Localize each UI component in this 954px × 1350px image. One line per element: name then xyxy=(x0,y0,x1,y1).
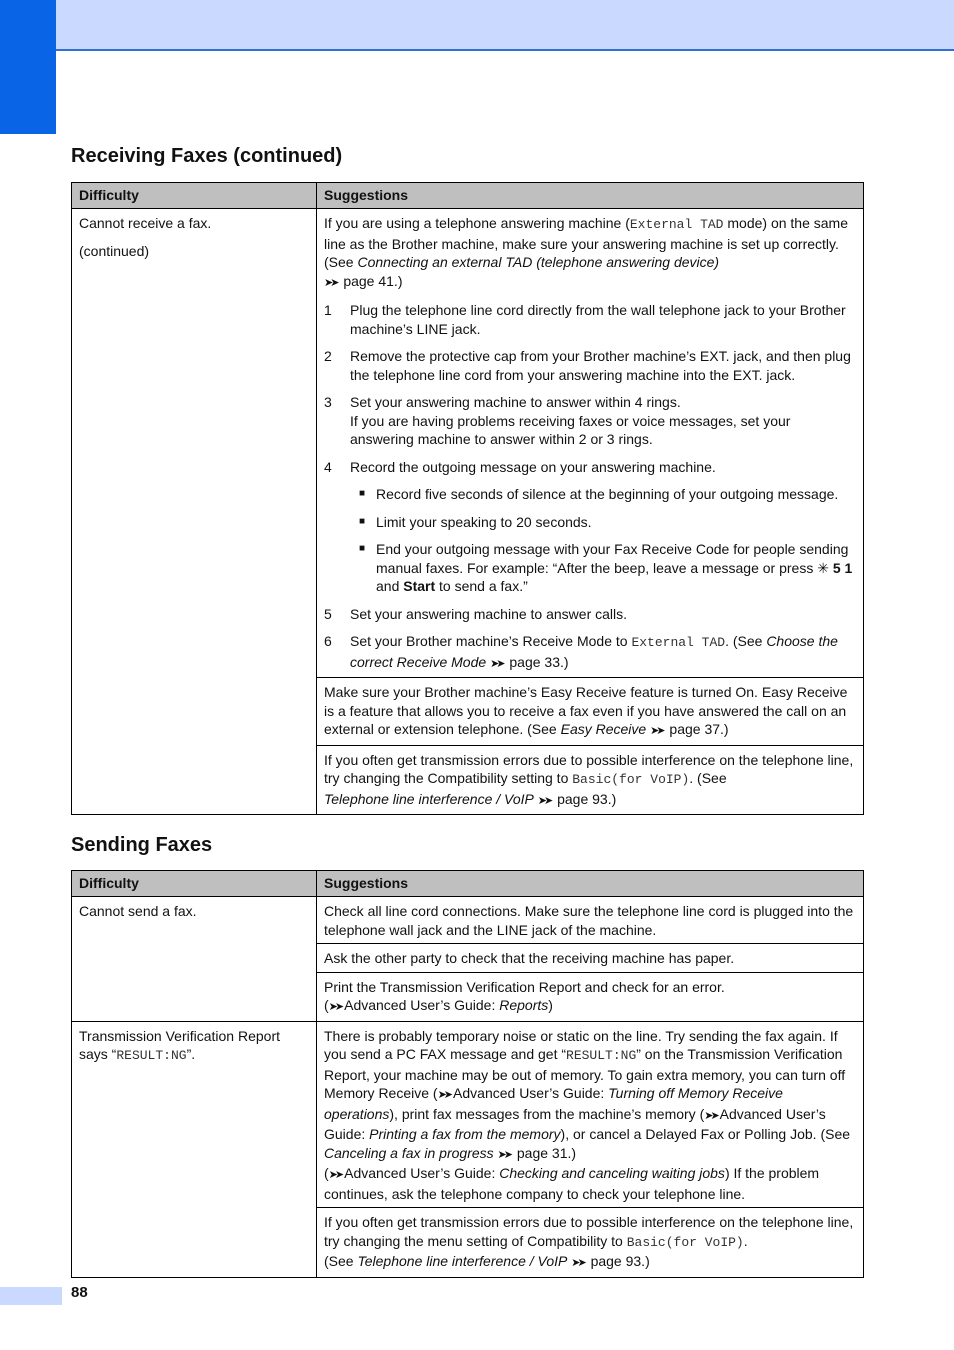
table-row xyxy=(72,1021,864,1208)
difficulty-cell: Transmission Verification Report says “RESULT:NG”. xyxy=(72,1021,317,1277)
sending-table xyxy=(71,870,864,1278)
table-row xyxy=(72,897,864,944)
square-bullet-icon: ■ xyxy=(359,515,366,527)
column-header-difficulty: Difficulty xyxy=(72,871,317,897)
suggestion-cell xyxy=(317,209,864,678)
footer-tab xyxy=(0,1287,62,1305)
difficulty-text: Cannot receive a fax. xyxy=(79,215,212,231)
double-arrow-icon: ➤➤ xyxy=(537,794,551,807)
step-item: 5 Set your answering machine to answer calls. xyxy=(324,605,628,622)
suggestion-cell: Check all line cord connections. Make sure the telephone line cord is plugged into the telephone wall jack and the LINE jack of the machine. xyxy=(317,897,864,944)
difficulty-note: (continued) xyxy=(79,242,150,259)
bullet-item: ■ Limit your speaking to 20 seconds. xyxy=(359,513,592,530)
double-arrow-icon: ➤➤ xyxy=(650,725,663,737)
header-band xyxy=(0,0,954,51)
double-arrow-icon: ➤➤ xyxy=(490,657,503,670)
difficulty-cell: Cannot send a fax. xyxy=(72,897,317,1022)
section-heading-receiving: Receiving Faxes (continued) xyxy=(71,145,343,167)
chapter-tab xyxy=(0,0,56,134)
suggestion-cell: Print the Transmission Verification Report and check for an error. (➤➤ Advanced User’s Guide: Reports) xyxy=(317,972,864,1021)
step-item: 1 Plug the telephone line cord directly from the wall telephone jack to your Brother machine’s LINE jack. xyxy=(324,302,846,337)
step-item: 2 Remove the protective cap from your Brother machine’s EXT. jack, and then plug the telephone line cord from your answering machine into the EXT. jack. xyxy=(324,348,851,383)
step-item: 4 Record the outgoing message on your answering machine. xyxy=(324,458,716,475)
double-arrow-icon: ➤➤ xyxy=(704,1109,717,1122)
double-arrow-icon: ➤➤ xyxy=(437,1089,451,1101)
column-header-suggestions: Suggestions xyxy=(317,871,864,897)
double-arrow-icon: ➤➤ xyxy=(497,1148,510,1161)
page-number: 88 xyxy=(71,1284,88,1301)
suggestion-cell: Make sure your Brother machine’s Easy Receive feature is turned On. Easy Receive is a feature that allows you to receive a fax even if you have answered the call on an external or extension telephone. (See Easy Receive ➤➤ page 37.) xyxy=(317,678,864,746)
bullet-item: ■ Record five seconds of silence at the beginning of your outgoing message. xyxy=(359,486,839,502)
receiving-table xyxy=(71,182,864,815)
step-item: 6 Set your Brother machine’s Receive Mode to External TAD. (See Choose the correct Receive Mode ➤➤ page 33.) xyxy=(324,633,838,670)
step-item: 3 Set your answering machine to answer within 4 rings. If you are having problems receiving faxes or voice messages, set your answering machine to answer within 2 or 3 rings. xyxy=(324,394,791,447)
double-arrow-icon: ➤➤ xyxy=(324,276,337,289)
suggestion-cell: If you often get transmission errors due to possible interference on the telephone line, try changing the menu setting of Compatibility to Basic(for VoIP). (See Telephone line interference / VoIP ➤➤ page 93.) xyxy=(317,1208,864,1278)
suggestion-text: If you are using a telephone answering machine (External TAD mode) on the same line as the Brother machine, make sure your answering machine is set up correctly. (See Connecting an external TAD (telephone answering device) ➤➤ page 41.) xyxy=(324,215,848,289)
square-bullet-icon: ■ xyxy=(359,488,366,499)
double-arrow-icon: ➤➤ xyxy=(328,1169,342,1181)
column-header-difficulty: Difficulty xyxy=(72,183,317,209)
difficulty-cell xyxy=(72,209,317,815)
suggestion-cell: Ask the other party to check that the receiving machine has paper. xyxy=(317,944,864,973)
square-bullet-icon: ■ xyxy=(359,543,366,554)
section-heading-sending: Sending Faxes xyxy=(71,834,213,856)
double-arrow-icon: ➤➤ xyxy=(328,1001,342,1013)
table-row xyxy=(72,209,864,678)
suggestion-cell: If you often get transmission errors due to possible interference on the telephone line, try changing the Compatibility setting to Basic(for VoIP). (See Telephone line interference / VoIP ➤➤ page 93.) xyxy=(317,745,864,815)
bullet-item: ■ End your outgoing message with your Fax Receive Code for people sending manual faxes. For example: “After the beep, leave a message or press ✳ 5 1 and Start to send a fax.” xyxy=(359,541,853,594)
suggestion-cell: There is probably temporary noise or static on the line. Try sending the fax again. If you send a PC FAX message and get “RESULT:NG” on the Transmission Verification Report, your machine may be out of memory. To gain extra memory, you can turn off Memory Receive (➤➤ Advanced User’s Guide: Turning off Memory Receive operations), print fax messages from the machine’s memory (➤➤ Advanced User’s Guide: Printing a fax from the memory), or cancel a Delayed Fax or Polling Job. (See Canceling a fax in progress ➤➤ page 31.) (➤➤ Advanced User’s Guide: Checking and canceling waiting jobs) If the problem continues, ask the telephone company to check your telephone line. xyxy=(317,1021,864,1208)
column-header-suggestions: Suggestions xyxy=(317,183,864,209)
table-header-row xyxy=(72,871,864,897)
double-arrow-icon: ➤➤ xyxy=(571,1257,584,1269)
table-header-row xyxy=(72,183,864,209)
star-key-icon: ✳ xyxy=(817,559,829,576)
